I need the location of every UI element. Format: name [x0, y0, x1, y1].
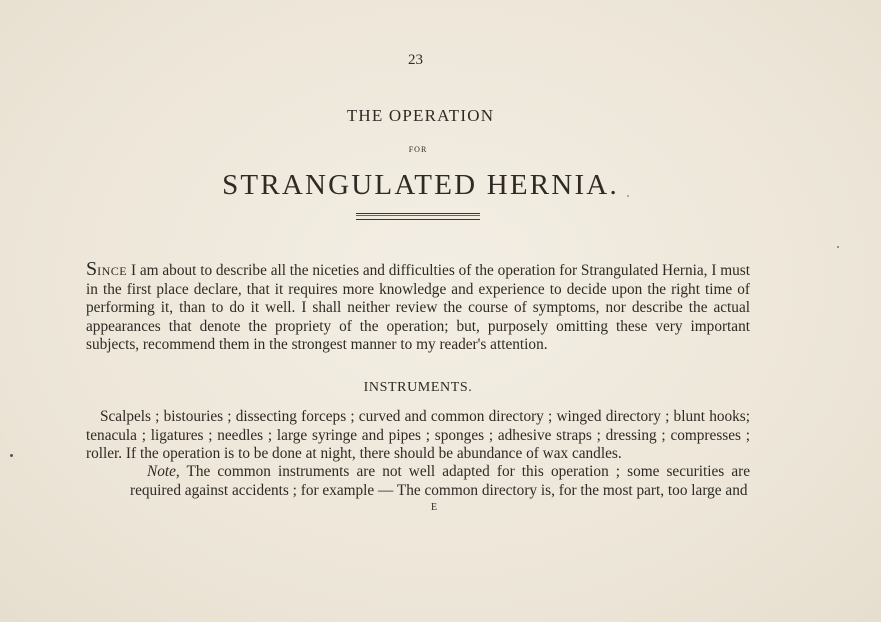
dropcap-letter: S: [86, 258, 98, 280]
note-text: The common instruments are not well adapted for this operation ; some securities are required against accidents ; for example — The common directory is, for the most part, too large and: [130, 463, 750, 499]
note-label: Note,: [147, 463, 180, 480]
dropcap-small-caps: INCE: [97, 264, 128, 278]
catchword-signature: E: [430, 502, 438, 513]
paper-speck: [10, 454, 13, 457]
page-number: 23: [408, 52, 423, 68]
intro-paragraph: [86, 260, 750, 355]
title-line-1: THE OPERATION: [346, 106, 495, 125]
instruments-paragraph: Scalpels ; bistouries ; dissecting forceps ; curved and common directory ; winged directory ; blunt hooks; tenacula ; ligatures ; needles ; large syringe and pipes ; sponges ; adhesive straps ; dressing ; compresses ; roller. If the operation is to be done at night, there should be abundance of wax candles.: [86, 408, 750, 463]
paper-speck: [627, 195, 629, 197]
title-main: STRANGULATED HERNIA.: [222, 169, 619, 201]
note-paragraph: [130, 463, 750, 500]
section-title-instruments: INSTRUMENTS.: [363, 380, 473, 395]
title-for: FOR: [408, 145, 428, 154]
dropcap-word: [86, 260, 127, 279]
double-rule-divider: [356, 213, 480, 220]
paper-speck: [837, 246, 839, 248]
intro-text: I am about to describe all the niceties and difficulties of the operation for Strangulated Hernia, I must in the first place declare, that it requires more knowledge and experience to decide upon the right time of performing it, than to do it well. I shall neither review the course of symptoms, nor describe the actual appearances that denote the propriety of the operation; but, purposely omitting these very important subjects, recommend them in the strongest manner to my reader's attention.: [86, 262, 750, 354]
